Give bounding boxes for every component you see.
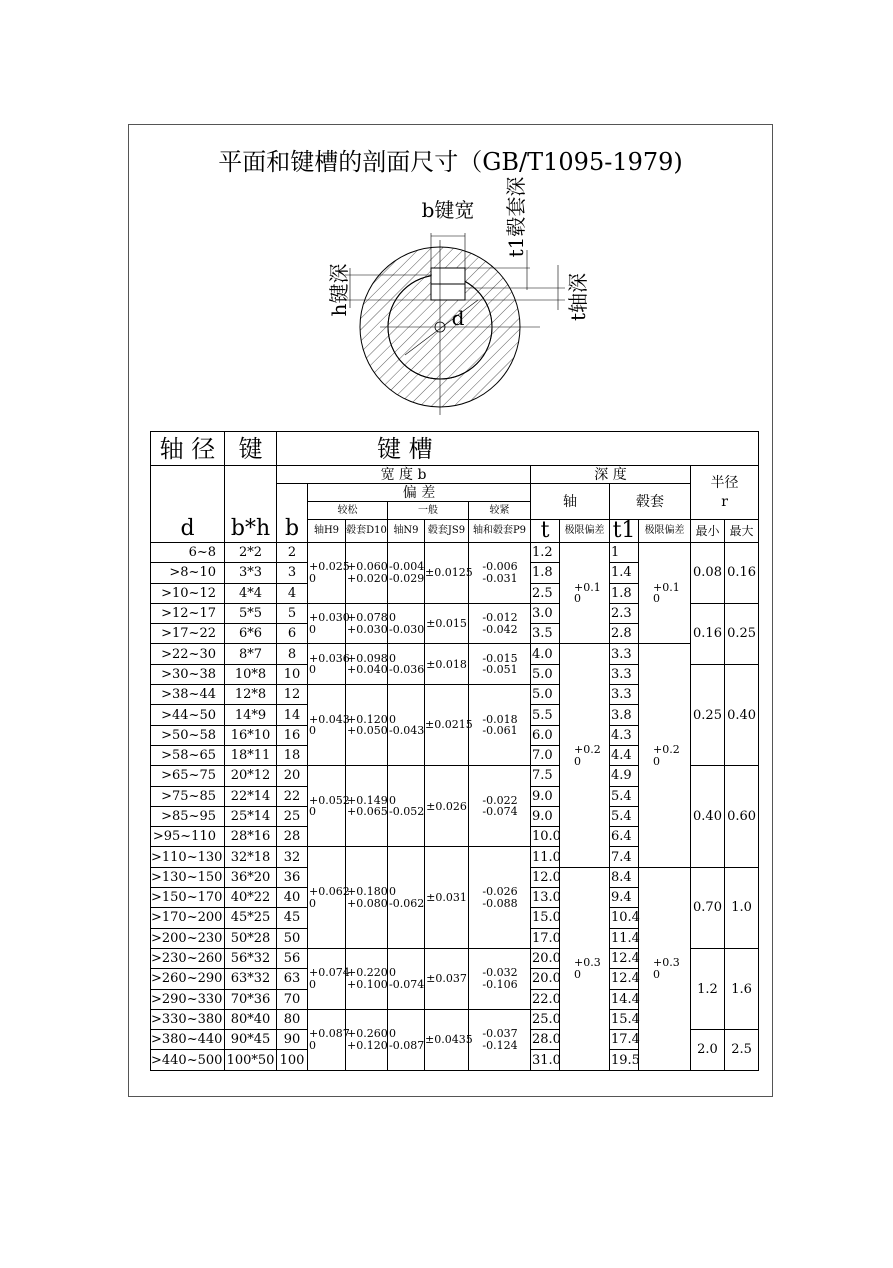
page-title: 平面和键槽的剖面尺寸（GB/T1095-1979) xyxy=(218,148,683,176)
header-shaft: 轴 xyxy=(531,484,610,520)
cell-t1: 2.3 xyxy=(610,603,639,623)
cell-tol-n9: 0 -0.030 xyxy=(388,603,425,644)
cell-d: >110~130 xyxy=(151,847,225,867)
keyway-diagram xyxy=(300,170,600,420)
cell-r-min: 0.25 xyxy=(691,664,725,765)
cell-r-max: 1.6 xyxy=(725,948,759,1029)
header-depth: 深 度 xyxy=(531,466,691,484)
cell-b: 20 xyxy=(277,766,308,786)
header-col-t1: t1 xyxy=(610,520,639,543)
header-radius: 半径 r xyxy=(691,466,759,520)
cell-tol-n9: 0 -0.074 xyxy=(388,948,425,1009)
cell-bh: 100*50 xyxy=(225,1050,277,1070)
cell-t1: 10.4 xyxy=(610,908,639,928)
cell-t1: 5.4 xyxy=(610,786,639,806)
header-col-n9: 轴N9 xyxy=(388,520,425,543)
header-col-t: t xyxy=(531,520,560,543)
cell-t: 1.8 xyxy=(531,563,560,583)
cell-t1-limit: +0.1 0 xyxy=(639,543,691,644)
cell-t: 6.0 xyxy=(531,725,560,745)
cell-tol-d10: +0.260 +0.120 xyxy=(346,1009,388,1070)
header-col-h9: 轴H9 xyxy=(308,520,346,543)
cell-b: 16 xyxy=(277,725,308,745)
cell-t-limit: +0.1 0 xyxy=(560,543,610,644)
cell-tol-p9: -0.026 -0.088 xyxy=(469,847,531,948)
cell-tol-js9: ±0.037 xyxy=(425,948,469,1009)
cell-t: 11.0 xyxy=(531,847,560,867)
cell-tol-d10: +0.120 +0.050 xyxy=(346,685,388,766)
cell-bh: 12*8 xyxy=(225,685,277,705)
cell-b: 56 xyxy=(277,948,308,968)
header-col-d10: 毂套D10 xyxy=(346,520,388,543)
cell-bh: 16*10 xyxy=(225,725,277,745)
cell-tol-js9: ±0.031 xyxy=(425,847,469,948)
cell-t1: 1.8 xyxy=(610,583,639,603)
label-t: t轴深 xyxy=(566,272,590,322)
cell-d: >95~110 xyxy=(151,827,225,847)
cell-r-max: 0.40 xyxy=(725,664,759,765)
cell-t: 3.0 xyxy=(531,603,560,623)
cell-d: >290~330 xyxy=(151,989,225,1009)
cell-tol-p9: -0.018 -0.061 xyxy=(469,685,531,766)
cell-tol-h9: +0.043 0 xyxy=(308,685,346,766)
cell-bh: 18*11 xyxy=(225,745,277,765)
cell-bh: 90*45 xyxy=(225,1030,277,1050)
cell-t: 7.5 xyxy=(531,766,560,786)
cell-bh: 63*32 xyxy=(225,969,277,989)
cell-bh: 56*32 xyxy=(225,948,277,968)
cell-d: >130~150 xyxy=(151,867,225,887)
cell-b: 6 xyxy=(277,624,308,644)
cell-tol-n9: 0 -0.036 xyxy=(388,644,425,685)
cell-b: 36 xyxy=(277,867,308,887)
cell-bh: 70*36 xyxy=(225,989,277,1009)
header-width-b: 宽 度 b xyxy=(277,466,531,484)
cell-r-min: 0.70 xyxy=(691,867,725,948)
cell-b: 63 xyxy=(277,969,308,989)
cell-bh: 14*9 xyxy=(225,705,277,725)
cell-r-min: 0.40 xyxy=(691,766,725,867)
cell-d: >440~500 xyxy=(151,1050,225,1070)
cell-r-min: 0.16 xyxy=(691,603,725,664)
header-deviation: 偏 差 xyxy=(308,484,531,502)
cell-tol-js9: ±0.018 xyxy=(425,644,469,685)
cell-b: 32 xyxy=(277,847,308,867)
cell-t: 5.0 xyxy=(531,685,560,705)
cell-t: 10.0 xyxy=(531,827,560,847)
header-loose: 较松 xyxy=(308,502,388,520)
cell-t1-limit: +0.2 0 xyxy=(639,644,691,867)
cell-tol-js9: ±0.015 xyxy=(425,603,469,644)
cell-d: >50~58 xyxy=(151,725,225,745)
cell-d: >17~22 xyxy=(151,624,225,644)
table-row xyxy=(151,543,759,563)
cell-t1: 3.8 xyxy=(610,705,639,725)
cell-bh: 36*20 xyxy=(225,867,277,887)
cell-b: 70 xyxy=(277,989,308,1009)
cell-tol-p9: -0.012 -0.042 xyxy=(469,603,531,644)
cell-t-limit: +0.3 0 xyxy=(560,867,610,1070)
cell-t: 28.0 xyxy=(531,1030,560,1050)
cell-t1: 3.3 xyxy=(610,644,639,664)
cell-d: >230~260 xyxy=(151,948,225,968)
cell-d: >58~65 xyxy=(151,745,225,765)
cell-t: 1.2 xyxy=(531,543,560,563)
label-d: d xyxy=(451,306,465,330)
cell-t: 9.0 xyxy=(531,806,560,826)
keyway-table xyxy=(150,431,759,1071)
cell-tol-d10: +0.078 +0.030 xyxy=(346,603,388,644)
cell-b: 10 xyxy=(277,664,308,684)
cell-t1: 11.4 xyxy=(610,928,639,948)
header-general: 一般 xyxy=(388,502,469,520)
header-col-t1-lim: 极限偏差 xyxy=(639,520,691,543)
header-hub: 毂套 xyxy=(610,484,691,520)
cell-t1: 7.4 xyxy=(610,847,639,867)
cell-t: 7.0 xyxy=(531,745,560,765)
cell-t1: 1.4 xyxy=(610,563,639,583)
header-bh: b*h xyxy=(225,466,277,543)
cell-tol-h9: +0.025 0 xyxy=(308,543,346,604)
cell-t: 9.0 xyxy=(531,786,560,806)
cell-d: >44~50 xyxy=(151,705,225,725)
cell-tol-p9: -0.022 -0.074 xyxy=(469,766,531,847)
label-t1: t1毂套深 xyxy=(504,176,528,258)
cell-bh: 45*25 xyxy=(225,908,277,928)
cell-t1-limit: +0.3 0 xyxy=(639,867,691,1070)
cell-bh: 8*7 xyxy=(225,644,277,664)
cell-tol-d10: +0.220 +0.100 xyxy=(346,948,388,1009)
cell-bh: 6*6 xyxy=(225,624,277,644)
cell-bh: 3*3 xyxy=(225,563,277,583)
cell-d: >150~170 xyxy=(151,888,225,908)
cell-tol-n9: 0 -0.087 xyxy=(388,1009,425,1070)
cell-bh: 5*5 xyxy=(225,603,277,623)
cell-tol-h9: +0.036 0 xyxy=(308,644,346,685)
cell-b: 8 xyxy=(277,644,308,664)
cell-t1: 1 xyxy=(610,543,639,563)
cell-b: 2 xyxy=(277,543,308,563)
header-col-min: 最小 xyxy=(691,520,725,543)
cell-tol-n9: -0.004 -0.029 xyxy=(388,543,425,604)
cell-b: 5 xyxy=(277,603,308,623)
header-d: d xyxy=(151,466,225,543)
cell-bh: 25*14 xyxy=(225,806,277,826)
label-b: b键宽 xyxy=(421,198,475,222)
cell-t1: 5.4 xyxy=(610,806,639,826)
cell-t1: 17.4 xyxy=(610,1030,639,1050)
cell-tol-p9: -0.037 -0.124 xyxy=(469,1009,531,1070)
cell-d: 6~8 xyxy=(151,543,225,563)
cell-t: 12.0 xyxy=(531,867,560,887)
cell-r-max: 0.25 xyxy=(725,603,759,664)
cell-d: >65~75 xyxy=(151,766,225,786)
cell-tol-js9: ±0.0215 xyxy=(425,685,469,766)
cell-t1: 4.3 xyxy=(610,725,639,745)
cell-r-max: 0.60 xyxy=(725,766,759,867)
cell-bh: 80*40 xyxy=(225,1009,277,1029)
cell-t: 17.0 xyxy=(531,928,560,948)
cell-b: 14 xyxy=(277,705,308,725)
cell-t: 22.0 xyxy=(531,989,560,1009)
cell-tol-n9: 0 -0.043 xyxy=(388,685,425,766)
cell-bh: 10*8 xyxy=(225,664,277,684)
cell-t: 13.0 xyxy=(531,888,560,908)
header-col-max: 最大 xyxy=(725,520,759,543)
cell-t1: 15.4 xyxy=(610,1009,639,1029)
cell-t1: 3.3 xyxy=(610,664,639,684)
cell-tol-js9: ±0.0435 xyxy=(425,1009,469,1070)
cell-r-min: 2.0 xyxy=(691,1030,725,1071)
cell-b: 90 xyxy=(277,1030,308,1050)
cell-t1: 12.4 xyxy=(610,969,639,989)
cell-tol-h9: +0.087 0 xyxy=(308,1009,346,1070)
cell-t1: 4.4 xyxy=(610,745,639,765)
cell-d: >30~38 xyxy=(151,664,225,684)
cell-d: >75~85 xyxy=(151,786,225,806)
cell-r-min: 1.2 xyxy=(691,948,725,1029)
cell-bh: 20*12 xyxy=(225,766,277,786)
cell-t1: 9.4 xyxy=(610,888,639,908)
header-keyway: 键 槽 xyxy=(277,432,759,466)
cell-b: 4 xyxy=(277,583,308,603)
cell-tol-h9: +0.052 0 xyxy=(308,766,346,847)
cell-bh: 4*4 xyxy=(225,583,277,603)
cell-t: 20.0 xyxy=(531,948,560,968)
cell-t1: 14.4 xyxy=(610,989,639,1009)
header-axis-diameter: 轴 径 xyxy=(151,432,225,466)
cell-t1: 4.9 xyxy=(610,766,639,786)
cell-tol-d10: +0.098 +0.040 xyxy=(346,644,388,685)
cell-tol-n9: 0 -0.052 xyxy=(388,766,425,847)
cell-d: >170~200 xyxy=(151,908,225,928)
cell-b: 28 xyxy=(277,827,308,847)
cell-r-min: 0.08 xyxy=(691,543,725,604)
cell-b: 12 xyxy=(277,685,308,705)
cell-tol-h9: +0.062 0 xyxy=(308,847,346,948)
cell-t1: 12.4 xyxy=(610,948,639,968)
cell-bh: 32*18 xyxy=(225,847,277,867)
cell-b: 22 xyxy=(277,786,308,806)
header-col-p9: 轴和毂套P9 xyxy=(469,520,531,543)
cell-b: 18 xyxy=(277,745,308,765)
header-b: b xyxy=(277,484,308,543)
cell-b: 3 xyxy=(277,563,308,583)
cell-b: 45 xyxy=(277,908,308,928)
cell-tol-n9: 0 -0.062 xyxy=(388,847,425,948)
cell-r-max: 2.5 xyxy=(725,1030,759,1071)
header-col-js9: 毂套JS9 xyxy=(425,520,469,543)
header-tight: 较紧 xyxy=(469,502,531,520)
cell-t1: 3.3 xyxy=(610,685,639,705)
cell-bh: 2*2 xyxy=(225,543,277,563)
cell-d: >38~44 xyxy=(151,685,225,705)
cell-t: 5.0 xyxy=(531,664,560,684)
cell-r-max: 1.0 xyxy=(725,867,759,948)
cell-tol-d10: +0.060 +0.020 xyxy=(346,543,388,604)
cell-bh: 22*14 xyxy=(225,786,277,806)
header-col-t-lim: 极限偏差 xyxy=(560,520,610,543)
cell-b: 50 xyxy=(277,928,308,948)
table-row xyxy=(151,644,759,664)
cell-tol-h9: +0.030 0 xyxy=(308,603,346,644)
cell-d: >12~17 xyxy=(151,603,225,623)
cell-tol-p9: -0.006 -0.031 xyxy=(469,543,531,604)
cell-tol-js9: ±0.0125 xyxy=(425,543,469,604)
cell-tol-d10: +0.149 +0.065 xyxy=(346,766,388,847)
cell-bh: 28*16 xyxy=(225,827,277,847)
cell-t: 3.5 xyxy=(531,624,560,644)
cell-t1: 6.4 xyxy=(610,827,639,847)
cell-d: >8~10 xyxy=(151,563,225,583)
cell-t1: 19.5 xyxy=(610,1050,639,1070)
cell-t-limit: +0.2 0 xyxy=(560,644,610,867)
header-key: 键 xyxy=(225,432,277,466)
cell-t: 31.0 xyxy=(531,1050,560,1070)
cell-tol-p9: -0.015 -0.051 xyxy=(469,644,531,685)
cell-b: 80 xyxy=(277,1009,308,1029)
label-h: h键深 xyxy=(327,263,351,317)
cell-d: >85~95 xyxy=(151,806,225,826)
cell-tol-d10: +0.180 +0.080 xyxy=(346,847,388,948)
cell-b: 40 xyxy=(277,888,308,908)
cell-t: 20.0 xyxy=(531,969,560,989)
cell-b: 25 xyxy=(277,806,308,826)
cell-d: >10~12 xyxy=(151,583,225,603)
cell-d: >22~30 xyxy=(151,644,225,664)
cell-tol-js9: ±0.026 xyxy=(425,766,469,847)
cell-bh: 50*28 xyxy=(225,928,277,948)
cell-t: 25.0 xyxy=(531,1009,560,1029)
cell-t: 4.0 xyxy=(531,644,560,664)
cell-d: >380~440 xyxy=(151,1030,225,1050)
cell-bh: 40*22 xyxy=(225,888,277,908)
cell-t1: 8.4 xyxy=(610,867,639,887)
cell-d: >200~230 xyxy=(151,928,225,948)
cell-d: >260~290 xyxy=(151,969,225,989)
cell-t: 15.0 xyxy=(531,908,560,928)
cell-d: >330~380 xyxy=(151,1009,225,1029)
cell-t1: 2.8 xyxy=(610,624,639,644)
cell-tol-h9: +0.074 0 xyxy=(308,948,346,1009)
cell-b: 100 xyxy=(277,1050,308,1070)
cell-tol-p9: -0.032 -0.106 xyxy=(469,948,531,1009)
cell-t: 5.5 xyxy=(531,705,560,725)
cell-r-max: 0.16 xyxy=(725,543,759,604)
cell-t: 2.5 xyxy=(531,583,560,603)
